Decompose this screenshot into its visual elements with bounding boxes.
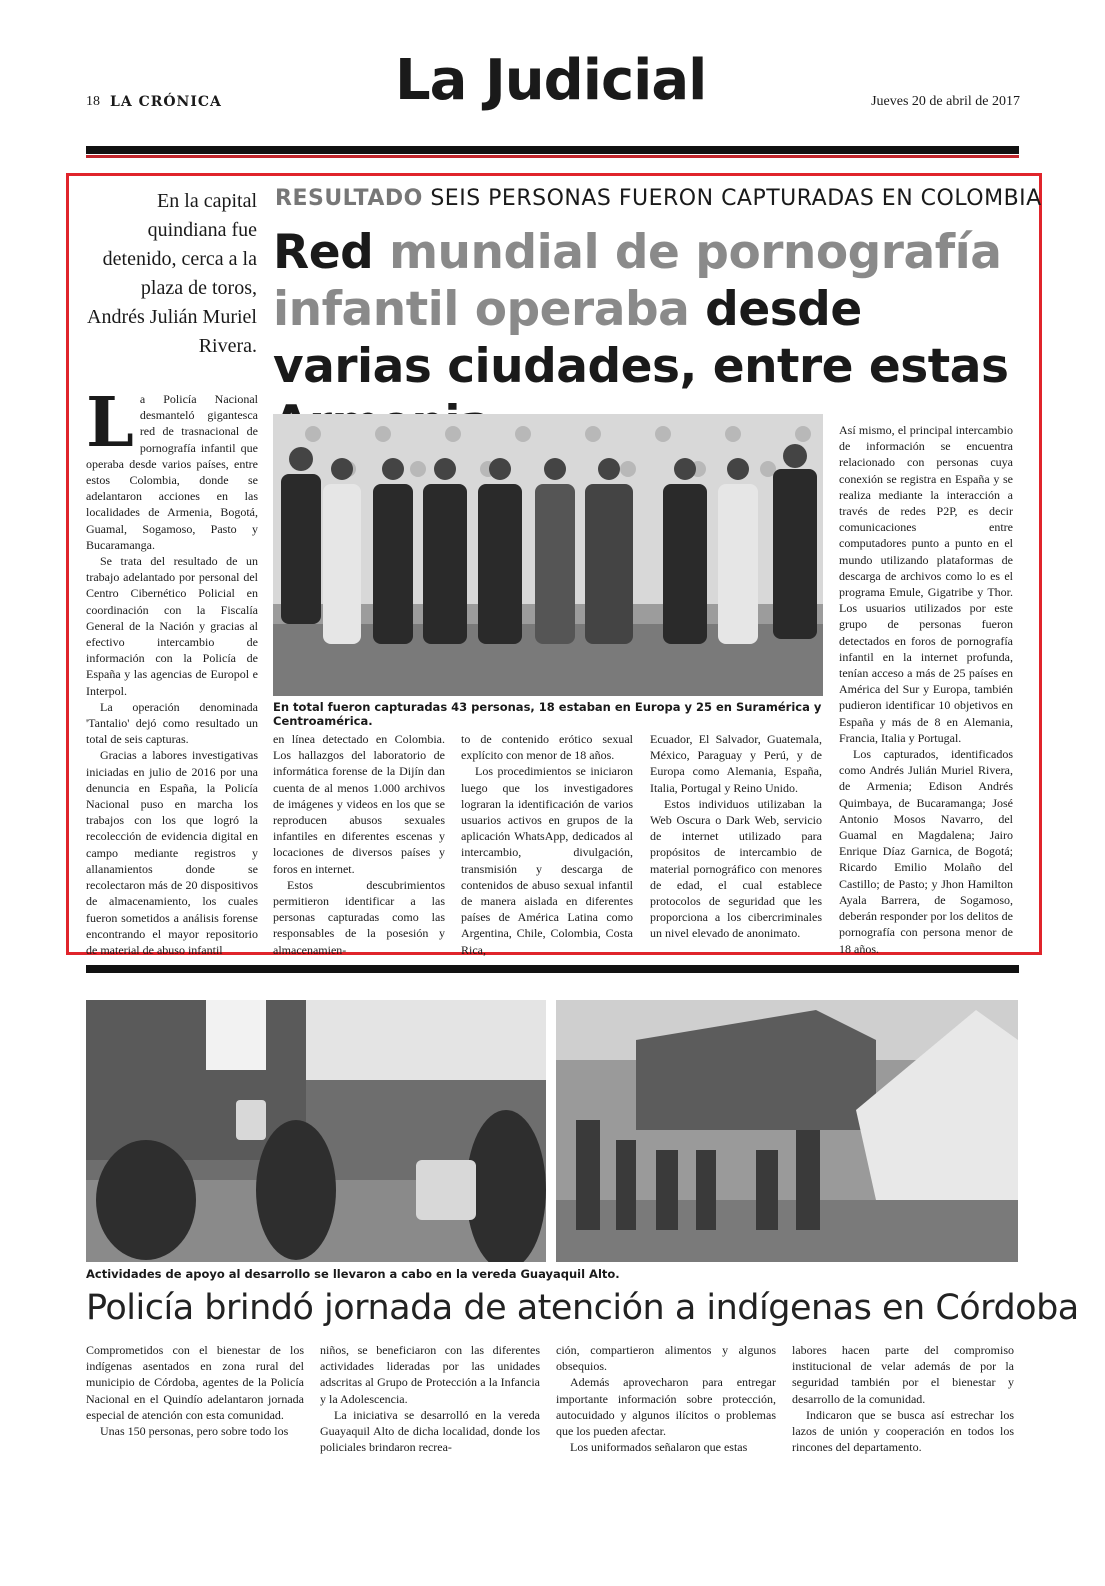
kicker-text: SEIS PERSONAS FUERON CAPTURADAS EN COLOMBIA (430, 186, 1042, 211)
section-title: La Judicial (395, 48, 707, 113)
second-story-headline: Policía brindó jornada de atención a indígenas en Córdoba (86, 1288, 1079, 1328)
col1-para-3: La operación denominada 'Tantalio' dejó como resultado un total de seis capturas. (86, 699, 258, 747)
story-column-1 (86, 383, 258, 958)
story-column-4 (650, 731, 822, 942)
community-photo-right (556, 1000, 1018, 1262)
story-column-2 (273, 731, 445, 958)
second-col3-para-3: Los uniformados señalaron que estas (570, 1440, 748, 1455)
story-column-5 (839, 422, 1013, 957)
second-col1-para-1: Comprometidos con el bienestar de los indígenas asentados en zona rural del municipio de Córdoba, agentes de la Policía Nacional en el Quindío adelantaron jornada especial de atención con esta comunidad. (86, 1343, 304, 1422)
story-kicker (275, 186, 1042, 211)
second-col4-para-1: labores hacen parte del compromiso institucional de velar además de por la seguridad también por el bienestar y desarrollo de la comunidad. (792, 1343, 1014, 1406)
col1-para-1-text: a Policía Nacional desmanteló gigantesca red de trasnacional de pornografía infantil que operaba desde varios países, entre estos Colombia, donde se adelantaron acciones en las localidades de Armenia, Bogotá, Guamal, Sogamoso, Pasto y Bucaramanga. (86, 392, 258, 552)
col4-para-2: Estos individuos utilizaban la Web Oscura o Dark Web, servicio de internet utilizado para propósitos de intercambio de material pornográfico con menores de edad, el cual establece protocolos de seguridad que les proporciona a los cibercriminales un nivel elevado de anonimato. (650, 796, 822, 941)
drop-cap: L (86, 383, 134, 463)
second-col3-para-2: Además aprovecharon para entregar importante información sobre protección, autocuidado y algunos ilícitos o problemas que los pueden afectar. (556, 1375, 776, 1439)
col2-para-2: Estos descubrimientos permitieron identificar a las personas capturadas como las responsables de la posesión y almacenamien- (273, 877, 445, 957)
second-column-1 (86, 1342, 304, 1439)
publication-name: LA CRÓNICA (110, 94, 222, 110)
col3-para-2: Los procedimientos se iniciaron luego que los investigadores lograran la identificación de varios usuarios activos en grupos de la aplicación WhatsApp, dedicados al intercambio, divulgación, transmisión y descarga de contenidos de abuso sexual infantil de manera aislada en diferentes países de América Latina como Argentina, Chile, Colombia, Costa Rica, (461, 764, 633, 957)
arrest-photo-illustration (273, 414, 823, 696)
second-column-3 (556, 1342, 776, 1455)
community-photo-right-illustration (556, 1000, 1018, 1262)
arrest-photo (273, 414, 823, 696)
col5-para-1: Así mismo, el principal intercambio de información se encuentra relacionado con personas cuya conexión se registra en España y se realiza mediante la interacción a través de redes P2P, es decir comunicaciones entre computadores punto a punto en el mundo utilizando plataformas de descarga de archivos como lo es el programa Emule, Gigatribe y Thor. Los usuarios utilizados por este grupo de personas fueron detectados en foros de pornografía infantil en la internet profunda, tenían acceso a más de 25 países en América del Sur y Europa, también pudieron identificar 10 objetivos en España y más de 8 en Alemania, Francia, Italia y Portugal. (839, 423, 1013, 745)
photo-caption: En total fueron capturadas 43 personas, 18 estaban en Europa y 25 en Suramérica y Centroamérica. (273, 700, 822, 728)
second-col3-para-1: ción, compartieron alimentos y algunos obsequios. (556, 1343, 776, 1374)
second-photo-caption: Actividades de apoyo al desarrollo se llevaron a cabo en la vereda Guayaquil Alto. (86, 1267, 620, 1281)
col4-para-1: Ecuador, El Salvador, Guatemala, México, Paraguay y Perú, y de Europa como Alemania, España, Italia, Portugal y Reino Unido. (650, 732, 822, 795)
second-col1-para-2: Unas 150 personas, pero sobre todo los (100, 1424, 289, 1439)
second-column-2 (320, 1342, 540, 1455)
headline-part-2: mundial de pornografía infantil operaba (273, 225, 1002, 337)
story-intro: En la capital quindiana fue detenido, cerca a la plaza de toros, Andrés Julián Muriel Rivera. (87, 190, 257, 357)
header-rule (86, 146, 1019, 154)
col1-para-2: Se trata del resultado de un trabajo adelantado por personal del Centro Cibernético Policial en coordinación con la Fiscalía General de la Nación y gracias al efectivo intercambio de información con la Policía de España y las agencias de Europol e Interpol. (86, 554, 258, 698)
second-col4-para-2: Indicaron que se busca así estrechar los lazos de unión y cooperación en todos los rincones del departamento. (792, 1407, 1014, 1455)
col1-para-4: Gracias a labores investigativas iniciadas en julio de 2016 por una denuncia en España, la Policía Nacional puso en marcha los trabajos con los que logró la recolección de evidencia digital en campo mediante registros y allanamientos donde se recolectaron más de 20 dispositivos de almacenamiento, los cuales fueron sometidos a análisis forense encontrando el mayor repositorio de material de abuso infantil (86, 748, 258, 957)
headline-part-3: desde varias ciudades, entre estas (273, 282, 1009, 394)
header-accent-rule (86, 155, 1019, 158)
headline-part-1: Red (273, 225, 390, 280)
issue-date: Jueves 20 de abril de 2017 (871, 94, 1020, 109)
second-col2-para-2: La iniciativa se desarrolló en la vereda Guayaquil Alto de dicha localidad, donde los policiales brindaron recrea- (320, 1407, 540, 1455)
community-photo-left-illustration (86, 1000, 546, 1262)
page-number: 18 (86, 94, 100, 109)
second-column-4 (792, 1342, 1014, 1455)
second-col2-para-1: niños, se beneficiaron con las diferentes actividades lideradas por las unidades adscritas al Grupo de Protección a la Infancia y la Adolescencia. (320, 1343, 540, 1406)
kicker-label: RESULTADO (275, 186, 423, 211)
col2-para-1: en línea detectado en Colombia. Los hallazgos del laboratorio de informática forense de la Dijín dan cuenta de al menos 1.000 archivos de imágenes y videos en los que se reproducen abusos sexuales infantiles en diferentes escenas y locaciones de diversos países y foros en internet. (273, 732, 445, 876)
story-column-3 (461, 731, 633, 958)
col3-para-1: to de contenido erótico sexual explícito con menor de 18 años. (461, 732, 633, 763)
community-photo-left (86, 1000, 546, 1262)
story-divider (86, 965, 1019, 973)
col1-para-1 (86, 383, 258, 553)
col5-para-2: Los capturados, identificados como Andrés Julián Muriel Rivera, de Armenia; Edison Andrés Quimbaya, de Bucaramanga; José Antonio Mosos Navarro, del Guamal en Magdalena; Jairo Enrique Díaz Garnica, de Bogotá; Ricardo Emilio Molaño del Castillo; de Pasto; y Jhon Hamilton Ayala Barrera, de Sogamoso, deberán responder por los delitos de pornografía con persona menor de 18 años. (839, 747, 1013, 956)
